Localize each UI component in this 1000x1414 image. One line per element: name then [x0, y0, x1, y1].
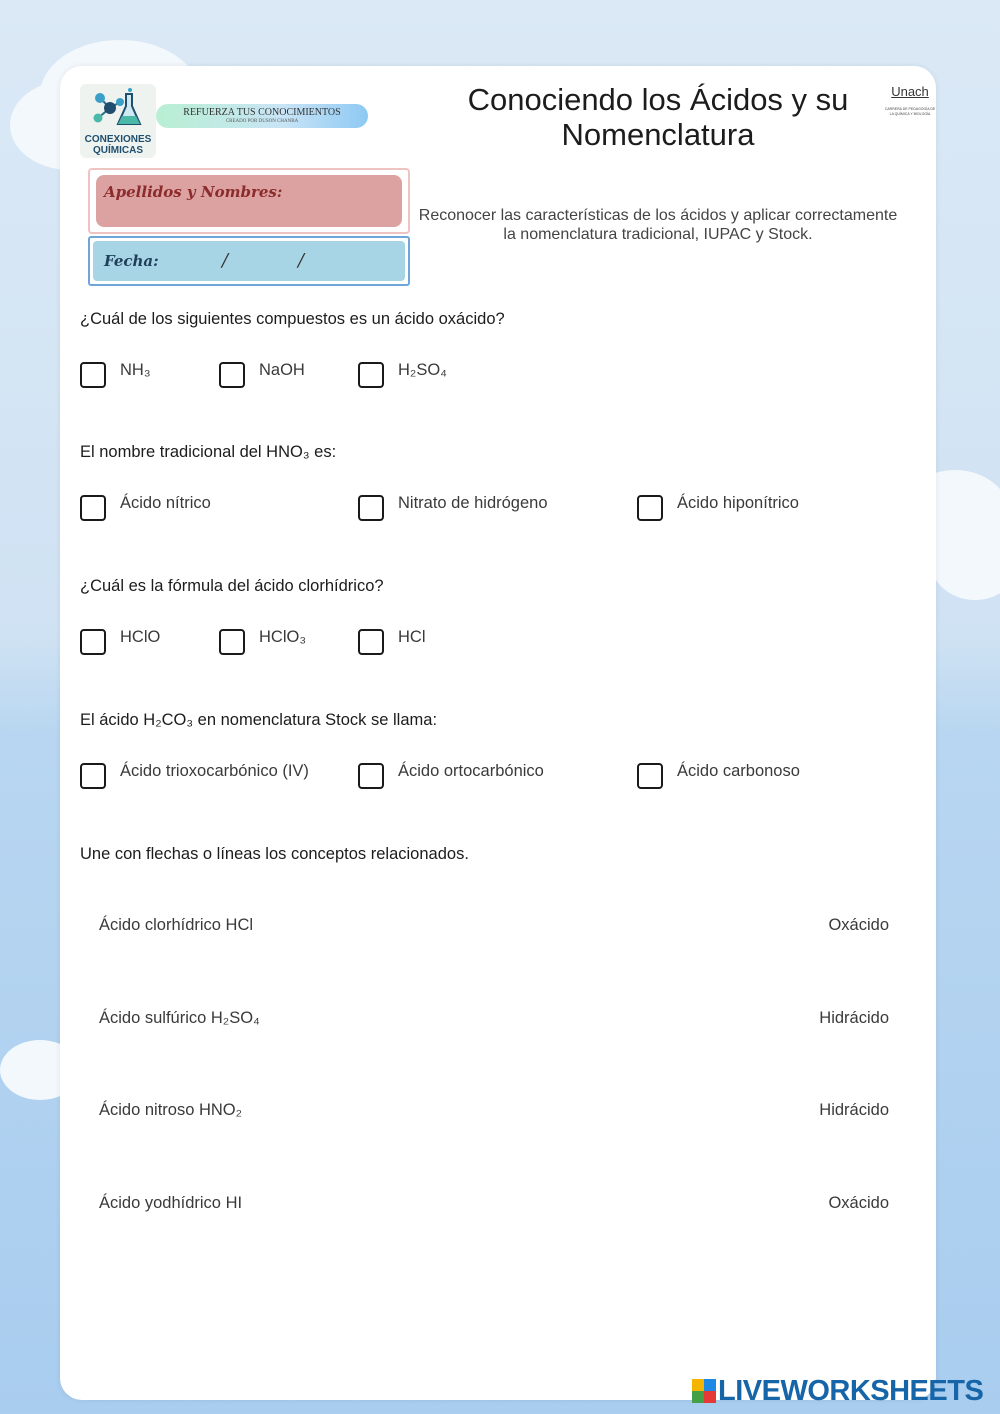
q4-option-1[interactable]: [80, 761, 309, 789]
checkbox[interactable]: [637, 763, 663, 789]
option-label: HClO: [120, 628, 161, 646]
option-label: Ácido trioxocarbónico (IV): [120, 762, 309, 780]
date-separator: /: [222, 250, 229, 271]
option-label: NaOH: [259, 361, 305, 379]
unach-logo: [884, 84, 936, 116]
banner-main-text: REFUERZA TUS CONOCIMIENTOS: [183, 107, 341, 118]
q3-option-1[interactable]: [80, 627, 160, 655]
checkbox[interactable]: [358, 495, 384, 521]
institution-subtitle: CARRERA DE PEDAGOGÍA DE LA QUÍMICA Y BIOLOGÍA: [884, 107, 936, 116]
option-label: Ácido ortocarbónico: [398, 762, 544, 780]
q3-option-2[interactable]: [219, 627, 306, 655]
date-label: Fecha:: [104, 252, 159, 270]
conexiones-quimicas-logo: [80, 84, 156, 158]
option-label: Nitrato de hidrógeno: [398, 494, 548, 512]
checkbox[interactable]: [80, 629, 106, 655]
checkbox[interactable]: [358, 362, 384, 388]
liveworksheets-watermark: [692, 1376, 983, 1406]
worksheet-title: Conociendo los Ácidos y su Nomenclatura: [467, 82, 849, 152]
checkbox[interactable]: [358, 763, 384, 789]
q1-option-1[interactable]: [80, 360, 151, 388]
checkbox[interactable]: [358, 629, 384, 655]
option-label: NH₃: [120, 361, 151, 379]
date-separator: /: [298, 250, 305, 271]
name-label: Apellidos y Nombres:: [104, 183, 283, 201]
option-label: HCl: [398, 628, 426, 646]
liveworksheets-icon: [692, 1379, 716, 1403]
option-label: Ácido nítrico: [120, 494, 211, 512]
option-label: Ácido hiponítrico: [677, 494, 799, 512]
match-right-item[interactable]: Hidrácido: [819, 1009, 889, 1027]
logo-text: CONEXIONES QUÍMICAS: [84, 134, 152, 156]
q1-option-3[interactable]: [358, 360, 447, 388]
option-label: HClO₃: [259, 628, 307, 646]
name-field[interactable]: [88, 168, 410, 234]
reinforce-banner: [156, 104, 368, 128]
option-label: H₂SO₄: [398, 361, 447, 379]
q3-option-3[interactable]: [358, 627, 426, 655]
match-right-item[interactable]: Hidrácido: [819, 1101, 889, 1119]
checkbox[interactable]: [637, 495, 663, 521]
molecule-flask-icon: [80, 84, 156, 134]
q2-option-3[interactable]: [637, 493, 799, 521]
watermark-text: LIVEWORKSHEETS: [718, 1375, 984, 1407]
question-4: El ácido H₂CO₃ en nomenclatura Stock se llama:: [80, 711, 438, 729]
match-right-item[interactable]: Oxácido: [828, 916, 889, 934]
banner-sub-text: CREADO POR DUSON CHANBA: [225, 119, 299, 124]
match-left-item[interactable]: Ácido nitroso HNO₂: [99, 1101, 243, 1119]
question-3: ¿Cuál es la fórmula del ácido clorhídrico?: [80, 577, 384, 595]
checkbox[interactable]: [80, 362, 106, 388]
learning-objective: Reconocer las características de los ácidos y aplicar correctamente la nomenclatura tradicional, IUPAC y Stock.: [418, 207, 898, 243]
option-label: Ácido carbonoso: [677, 762, 800, 780]
checkbox[interactable]: [219, 362, 245, 388]
date-field[interactable]: [88, 236, 410, 286]
checkbox[interactable]: [80, 495, 106, 521]
question-1: ¿Cuál de los siguientes compuestos es un ácido oxácido?: [80, 310, 505, 328]
q2-option-2[interactable]: [358, 493, 548, 521]
checkbox[interactable]: [80, 763, 106, 789]
q1-option-2[interactable]: [219, 360, 305, 388]
checkbox[interactable]: [219, 629, 245, 655]
q2-option-1[interactable]: [80, 493, 211, 521]
question-2: El nombre tradicional del HNO₃ es:: [80, 443, 337, 461]
match-left-item[interactable]: Ácido sulfúrico H₂SO₄: [99, 1009, 260, 1027]
match-left-item[interactable]: Ácido yodhídrico HI: [99, 1194, 243, 1212]
institution-name: Unach: [891, 84, 929, 99]
q4-option-3[interactable]: [637, 761, 800, 789]
q4-option-2[interactable]: [358, 761, 544, 789]
match-left-item[interactable]: Ácido clorhídrico HCl: [99, 916, 254, 934]
match-right-item[interactable]: Oxácido: [828, 1194, 889, 1212]
matching-instruction: Une con flechas o líneas los conceptos relacionados.: [80, 845, 469, 863]
